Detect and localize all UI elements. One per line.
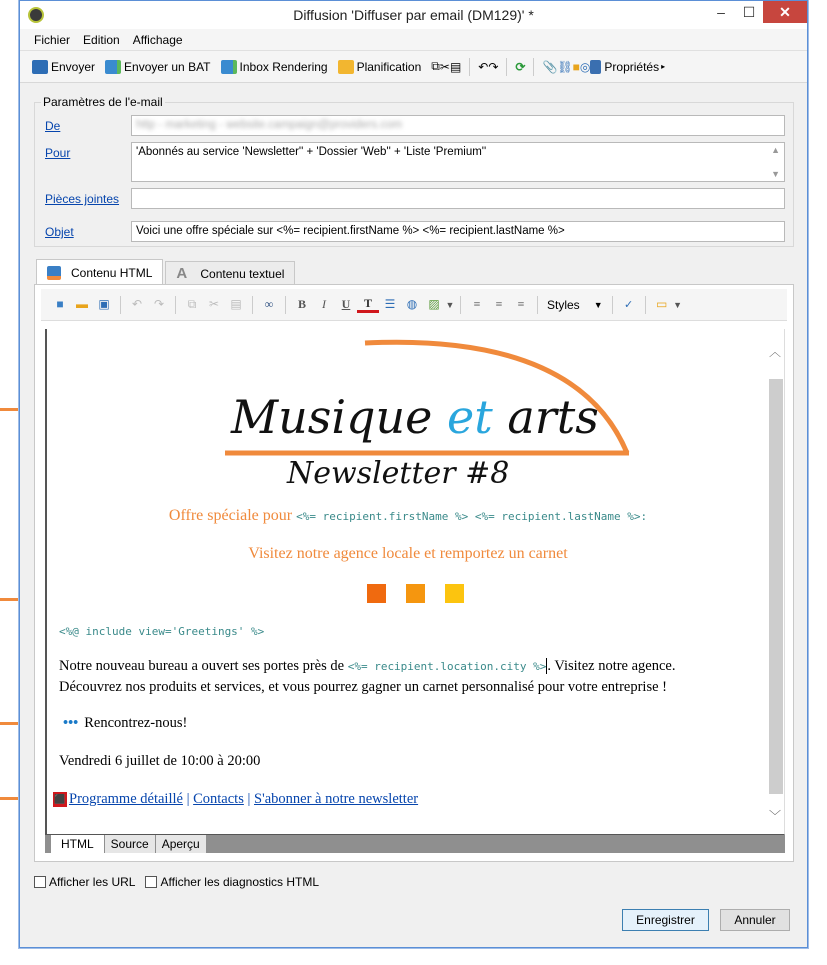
pour-link[interactable]: Pour bbox=[45, 146, 71, 160]
params-legend: Paramètres de l'e-mail bbox=[43, 95, 163, 109]
svg-text:Newsletter #8: Newsletter #8 bbox=[287, 456, 510, 491]
cut-icon[interactable]: ✂ bbox=[439, 59, 450, 74]
scroll-thumb[interactable] bbox=[769, 379, 783, 794]
align-right-icon[interactable]: ≡ bbox=[517, 297, 525, 311]
calendar-icon bbox=[338, 60, 354, 74]
email-params bbox=[34, 95, 794, 247]
orange-square-1 bbox=[367, 584, 386, 603]
svg-text:Musique et arts: Musique et arts bbox=[231, 390, 599, 444]
spellcheck-icon[interactable]: ✓ bbox=[624, 299, 634, 311]
chevron-down-icon: ▼ bbox=[593, 299, 603, 310]
event-date: Vendredi 6 juillet de 10:00 à 20:00 bbox=[59, 753, 261, 769]
window-title: Diffusion 'Diffuser par email (DM129)' * bbox=[293, 7, 534, 23]
insert-field-icon[interactable]: ▭ bbox=[655, 297, 668, 311]
annuler-button[interactable]: Annuler bbox=[720, 909, 790, 931]
italic-icon[interactable]: I bbox=[322, 297, 326, 311]
tab-html[interactable]: HTML bbox=[51, 835, 104, 853]
tab-contenu-html[interactable]: Contenu HTML bbox=[36, 259, 163, 285]
editor-view-tabs bbox=[45, 835, 785, 853]
new-doc-icon[interactable]: ■ bbox=[56, 297, 64, 311]
envoyer-button[interactable]: Envoyer bbox=[32, 60, 95, 74]
de-link[interactable]: De bbox=[45, 119, 61, 133]
content-tabs bbox=[34, 261, 794, 285]
find-icon[interactable]: ∞ bbox=[264, 297, 274, 311]
html-content-icon bbox=[47, 266, 61, 280]
inbox-rendering-icon bbox=[221, 60, 237, 74]
subscribe-link[interactable]: S'abonner à notre newsletter bbox=[254, 791, 419, 807]
insert-dropdown-icon[interactable]: ▼ bbox=[673, 299, 683, 310]
pieces-jointes-field[interactable] bbox=[131, 188, 785, 209]
title-bar bbox=[20, 1, 807, 29]
programme-link[interactable]: Programme détaillé bbox=[69, 791, 183, 807]
clipboard-icon bbox=[590, 60, 601, 74]
contacts-link[interactable]: Contacts bbox=[193, 791, 244, 807]
pdf-icon: ⬛ bbox=[53, 792, 67, 807]
objet-link[interactable]: Objet bbox=[45, 225, 74, 239]
redo-icon[interactable]: ↷ bbox=[153, 297, 165, 311]
redo-icon[interactable]: ↷ bbox=[488, 59, 499, 74]
close-button[interactable]: ✕ bbox=[763, 1, 807, 23]
rencontrez-line: ••• Rencontrez-nous! bbox=[63, 715, 188, 731]
display-options bbox=[34, 875, 319, 889]
undo-icon[interactable]: ↶ bbox=[131, 297, 143, 311]
menu-affichage[interactable]: Affichage bbox=[132, 32, 183, 47]
pour-field[interactable] bbox=[131, 142, 785, 182]
pour-scroll-up-icon[interactable]: ▲ bbox=[771, 145, 780, 155]
text-color-icon[interactable]: T bbox=[357, 297, 379, 313]
objet-field[interactable]: Voici une offre spéciale sur <%= recipient.firstName %> <%= recipient.lastName %> bbox=[131, 221, 785, 242]
de-value: http - marketing - website.campaign@providers.com bbox=[136, 119, 403, 131]
attachment-icon[interactable]: 📎 bbox=[542, 59, 558, 74]
scroll-up-icon[interactable]: ︿ bbox=[768, 345, 781, 359]
align-left-icon[interactable]: ≡ bbox=[473, 297, 481, 311]
musique-et-arts-logo bbox=[217, 333, 637, 493]
visitez-line: Visitez notre agence locale et remportez un carnet bbox=[248, 545, 568, 562]
planification-button[interactable]: Planification bbox=[338, 60, 422, 74]
afficher-diagnostics-checkbox[interactable] bbox=[145, 876, 157, 888]
copy-icon[interactable]: ⧉ bbox=[431, 59, 440, 73]
email-preview-canvas[interactable] bbox=[45, 329, 785, 835]
footer-links: ⬛ Programme détaillé | Contacts | S'abonner à notre newsletter bbox=[54, 791, 419, 807]
city-field: <%= recipient.location.city %> bbox=[347, 660, 547, 673]
minimize-button[interactable]: – bbox=[717, 4, 725, 20]
pour-value: 'Abonnés au service 'Newsletter'' + 'Dossier 'Web'' + 'Liste 'Premium'' bbox=[136, 146, 487, 158]
editor-toolbar bbox=[41, 289, 787, 321]
inbox-rendering-button[interactable]: Inbox Rendering bbox=[221, 60, 328, 74]
editor-scrollbar[interactable] bbox=[766, 329, 784, 834]
menu-bar bbox=[20, 29, 807, 51]
dots-icon: ••• bbox=[63, 715, 79, 731]
refresh-icon[interactable]: ⟳ bbox=[515, 59, 526, 74]
tab-contenu-textuel[interactable]: A Contenu textuel bbox=[165, 261, 295, 285]
scroll-down-icon[interactable]: ﹀ bbox=[768, 809, 781, 823]
tracking-icon[interactable]: ◎ bbox=[579, 59, 591, 74]
cut-icon[interactable]: ✂ bbox=[208, 297, 220, 311]
undo-icon[interactable]: ↶ bbox=[478, 59, 489, 74]
image-icon[interactable]: ▨ bbox=[428, 297, 440, 311]
html-editor bbox=[34, 284, 794, 862]
envelope-check-icon bbox=[105, 60, 121, 74]
personalization-field: <%= recipient.firstName %> <%= recipient.lastName %> bbox=[296, 510, 641, 523]
yellow-square-3 bbox=[445, 584, 464, 603]
save-icon[interactable]: ▣ bbox=[98, 297, 110, 311]
afficher-url-label: Afficher les URL bbox=[49, 875, 136, 889]
menu-fichier[interactable]: Fichier bbox=[34, 32, 71, 47]
include-greetings: <%@ include view='Greetings' %> bbox=[59, 625, 265, 638]
text-content-icon: A bbox=[176, 264, 188, 282]
maximize-button[interactable]: ☐ bbox=[742, 3, 756, 20]
enregistrer-button[interactable]: Enregistrer bbox=[622, 909, 709, 931]
styles-dropdown[interactable]: Styles ▼ bbox=[547, 297, 603, 312]
proprietes-button[interactable]: Propriétés ▸ bbox=[590, 60, 665, 74]
main-toolbar bbox=[20, 51, 807, 83]
link-icon[interactable]: ⛓ bbox=[557, 59, 573, 74]
underline-icon[interactable]: U bbox=[341, 297, 351, 311]
bullet-list-icon[interactable]: ☰ bbox=[384, 297, 396, 311]
paste-icon[interactable]: ▤ bbox=[449, 59, 462, 74]
pieces-jointes-link[interactable]: Pièces jointes bbox=[45, 192, 120, 206]
tab-source[interactable]: Source bbox=[105, 835, 155, 853]
bold-icon[interactable]: B bbox=[297, 297, 306, 311]
envoyer-bat-button[interactable]: Envoyer un BAT bbox=[105, 60, 210, 74]
align-center-icon[interactable]: ≡ bbox=[495, 297, 503, 311]
globe-link-icon[interactable]: ◍ bbox=[406, 297, 418, 311]
de-field[interactable] bbox=[131, 115, 785, 136]
tab-apercu[interactable]: Aperçu bbox=[156, 835, 206, 853]
menu-edition[interactable]: Edition bbox=[83, 32, 120, 47]
envelope-icon bbox=[32, 60, 48, 74]
delivery-window bbox=[19, 0, 808, 948]
afficher-diagnostics-label: Afficher les diagnostics HTML bbox=[160, 875, 319, 889]
pour-scroll-down-icon[interactable]: ▼ bbox=[771, 169, 780, 179]
orange-square-2 bbox=[406, 584, 425, 603]
offre-speciale-line: Offre spéciale pour <%= recipient.firstName %> <%= recipient.lastName %>: bbox=[168, 507, 648, 524]
dropdown-arrow-icon[interactable]: ▼ bbox=[445, 299, 455, 310]
gift-icon[interactable]: ■ bbox=[572, 59, 580, 74]
body-paragraph: Notre nouveau bureau a ouvert ses portes près de <%= recipient.location.city %>. Visitez notre agence. Découvrez nos produits et services, et vous pourrez gagner un carnet personnalisé pour votre entreprise ! bbox=[59, 658, 676, 695]
copy-icon[interactable]: ⧉ bbox=[187, 297, 197, 311]
paste-icon[interactable]: ▤ bbox=[230, 297, 242, 311]
afficher-url-checkbox[interactable] bbox=[34, 876, 46, 888]
open-folder-icon[interactable]: ▬ bbox=[76, 297, 88, 311]
